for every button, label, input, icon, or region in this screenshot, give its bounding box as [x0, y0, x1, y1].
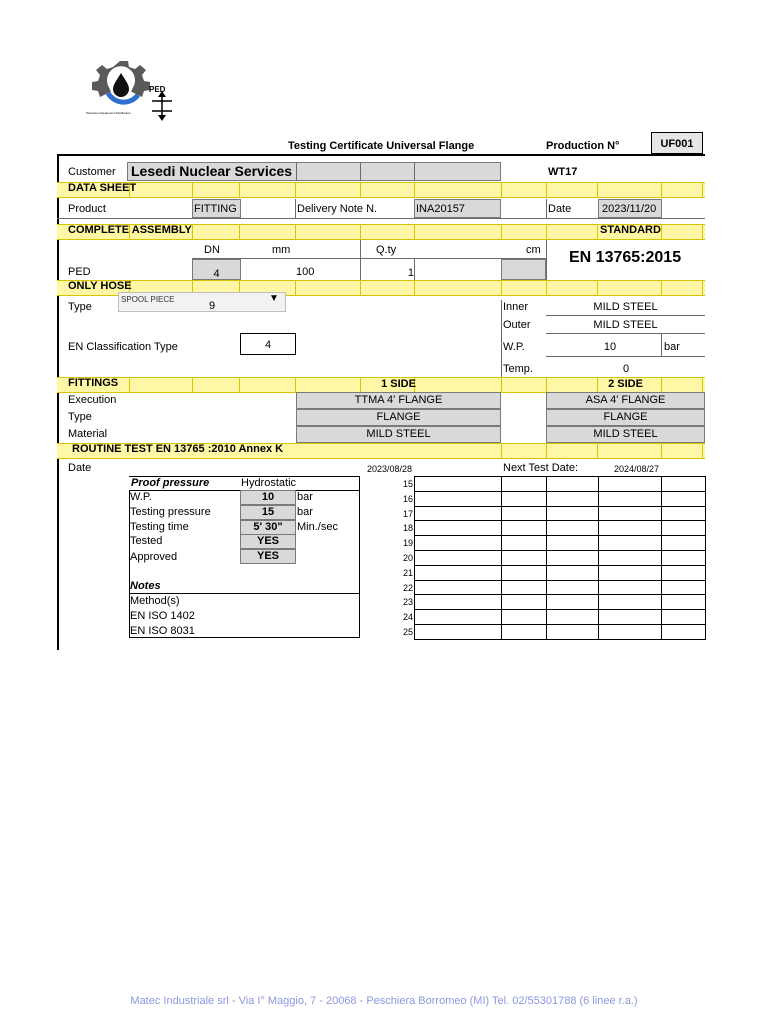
temp-label: Temp.: [503, 363, 533, 375]
type-side-2[interactable]: FLANGE: [546, 409, 705, 426]
customer-code: WT17: [548, 166, 578, 178]
company-footer: Matec Industriale srl - Via I° Maggio, 7 - 20068 - Peschiera Borromeo (MI) Tel. 02/55301788 (6 linee r.a.): [130, 995, 638, 1007]
proof-row-value[interactable]: YES: [240, 534, 296, 549]
gear-drop-logo: [72, 55, 182, 130]
inner-value: MILD STEEL: [593, 301, 658, 313]
ped-label: PED: [68, 266, 91, 278]
grid-row-number: 25: [402, 627, 413, 637]
en-class-value[interactable]: 4: [240, 333, 296, 355]
proof-row-value[interactable]: 10: [240, 490, 296, 505]
grid-row-number: 23: [402, 597, 413, 608]
routine-test-heading: ROUTINE TEST EN 13765 :2010 Annex K: [72, 443, 284, 455]
execution-label: Execution: [68, 394, 117, 406]
grid-row-number: 19: [402, 538, 413, 549]
material-label: Material: [68, 428, 108, 440]
grid-line: [295, 199, 296, 218]
grid-row-number: 22: [402, 582, 413, 593]
fittings-heading: FITTINGS: [68, 377, 119, 389]
wp-label: W.P.: [503, 341, 525, 353]
wp-unit: bar: [664, 341, 680, 353]
next-test-label: Next Test Date:: [503, 462, 578, 474]
grid-row-number: 20: [402, 553, 413, 563]
hose-type-dropdown-value: SPOOL PIECE: [121, 295, 175, 304]
grid-column-line: [705, 476, 706, 640]
grid-row-number: 24: [402, 612, 413, 623]
inner-label: Inner: [503, 301, 529, 313]
note-line: EN ISO 1402: [130, 610, 195, 622]
grid-line: [546, 315, 705, 316]
grid-line: [501, 300, 502, 378]
proof-row-label: Tested: [130, 535, 163, 547]
test-date-value: 2023/08/28: [367, 464, 413, 474]
proof-row-value[interactable]: YES: [240, 549, 296, 564]
type-side-1[interactable]: FLANGE: [296, 409, 501, 426]
proof-row-label: W.P.: [130, 491, 152, 503]
note-line: Method(s): [130, 595, 180, 607]
hose-type-dropdown[interactable]: [118, 292, 286, 312]
grid-row-number: 21: [402, 567, 413, 578]
side-2-heading: 2 SIDE: [608, 378, 643, 390]
delivery-note-value: INA20157: [416, 203, 465, 215]
proof-row-value[interactable]: 5' 30": [240, 520, 296, 535]
mm-label: mm: [272, 244, 291, 256]
proof-row-unit: bar: [297, 506, 313, 518]
date-value: 2023/11/20: [602, 203, 657, 215]
wp-value: 10: [603, 341, 617, 353]
standard-value: EN 13765:2015: [569, 249, 682, 266]
complete-assembly-heading: COMPLETE ASSEMBLY: [68, 224, 192, 236]
data-sheet-band: [57, 182, 705, 198]
grid-line: [192, 258, 546, 259]
cm-value-field[interactable]: [501, 259, 546, 280]
grid-row-number: 17: [402, 508, 413, 519]
proof-pressure-label: Proof pressure: [131, 477, 210, 489]
outer-label: Outer: [503, 319, 531, 331]
data-sheet-heading: DATA SHEET: [68, 182, 137, 194]
date-label: Date: [548, 203, 572, 215]
grid-column-line: [661, 476, 662, 640]
certificate-title: Testing Certificate Universal Flange: [288, 140, 475, 152]
grid-column-line: [546, 476, 547, 640]
en-class-label: EN Classification Type: [68, 341, 178, 353]
customer-label: Customer: [68, 166, 116, 178]
company-logo: [72, 55, 182, 130]
standard-heading: STANDARD: [600, 224, 661, 236]
logo-ped-text: PED: [149, 85, 166, 94]
production-label: Production N°: [546, 140, 620, 152]
grid-line: [360, 240, 361, 280]
side-1-heading: 1 SIDE: [381, 378, 416, 390]
execution-side-1[interactable]: TTMA 4' FLANGE: [296, 392, 501, 409]
grid-line: [546, 199, 547, 218]
proof-row-label: Testing pressure: [130, 506, 211, 518]
qty-value: 1: [407, 267, 414, 279]
dn-label: DN: [204, 244, 220, 256]
production-number: UF001: [651, 132, 703, 154]
notes-underline: [129, 593, 360, 594]
grid-line: [57, 218, 705, 219]
notes-label: Notes: [130, 580, 161, 592]
grid-line: [296, 162, 297, 181]
qty-label: Q.ty: [376, 244, 397, 256]
grid-line: [546, 333, 705, 334]
grid-column-line: [598, 476, 599, 640]
grid-row-number: 15: [402, 479, 413, 489]
delivery-note-label: Delivery Note N.: [297, 203, 378, 215]
product-value: FITTING: [194, 203, 237, 215]
proof-row-value[interactable]: 15: [240, 505, 296, 520]
temp-value: 0: [622, 363, 630, 375]
grid-line: [546, 240, 547, 280]
next-test-value: 2024/08/27: [614, 464, 660, 474]
grid-column-line: [501, 476, 502, 640]
grid-line: [414, 162, 415, 181]
fitting-type-label: Type: [68, 411, 92, 423]
grid-line: [546, 356, 705, 357]
proof-row-label: Approved: [130, 551, 178, 563]
only-hose-heading: ONLY HOSE: [68, 280, 132, 292]
test-date-label: Date: [68, 462, 92, 474]
cm-label: cm: [526, 244, 541, 256]
note-line: EN ISO 8031: [130, 625, 195, 637]
customer-value: Lesedi Nuclear Services: [131, 163, 293, 179]
grid-line: [414, 259, 415, 280]
grid-row-number: 16: [402, 493, 413, 504]
product-label: Product: [68, 203, 106, 215]
dn-value[interactable]: 4: [192, 259, 241, 280]
proof-row-unit: Min./sec: [297, 521, 338, 533]
grid-line: [360, 162, 361, 181]
grid-line: [661, 334, 662, 356]
proof-row-unit: bar: [297, 491, 313, 503]
hose-type-label: Type: [68, 301, 92, 313]
chevron-down-icon[interactable]: ▼: [269, 293, 279, 304]
execution-side-2[interactable]: ASA 4' FLANGE: [546, 392, 705, 409]
hose-type-number: 9: [209, 300, 216, 312]
grid-top-line: [414, 476, 705, 477]
material-side-1[interactable]: MILD STEEL: [296, 426, 501, 443]
mm-value: 100: [296, 266, 315, 278]
outer-value: MILD STEEL: [593, 319, 658, 331]
proof-pressure-method: Hydrostatic: [241, 477, 297, 489]
sheet-top-border: [57, 154, 705, 156]
logo-subtitle: Petroleum Equipment Distribution: [86, 111, 131, 115]
proof-row-label: Testing time: [130, 521, 189, 533]
grid-column-line: [414, 476, 415, 640]
material-side-2[interactable]: MILD STEEL: [546, 426, 705, 443]
grid-row-number: 18: [402, 523, 413, 534]
